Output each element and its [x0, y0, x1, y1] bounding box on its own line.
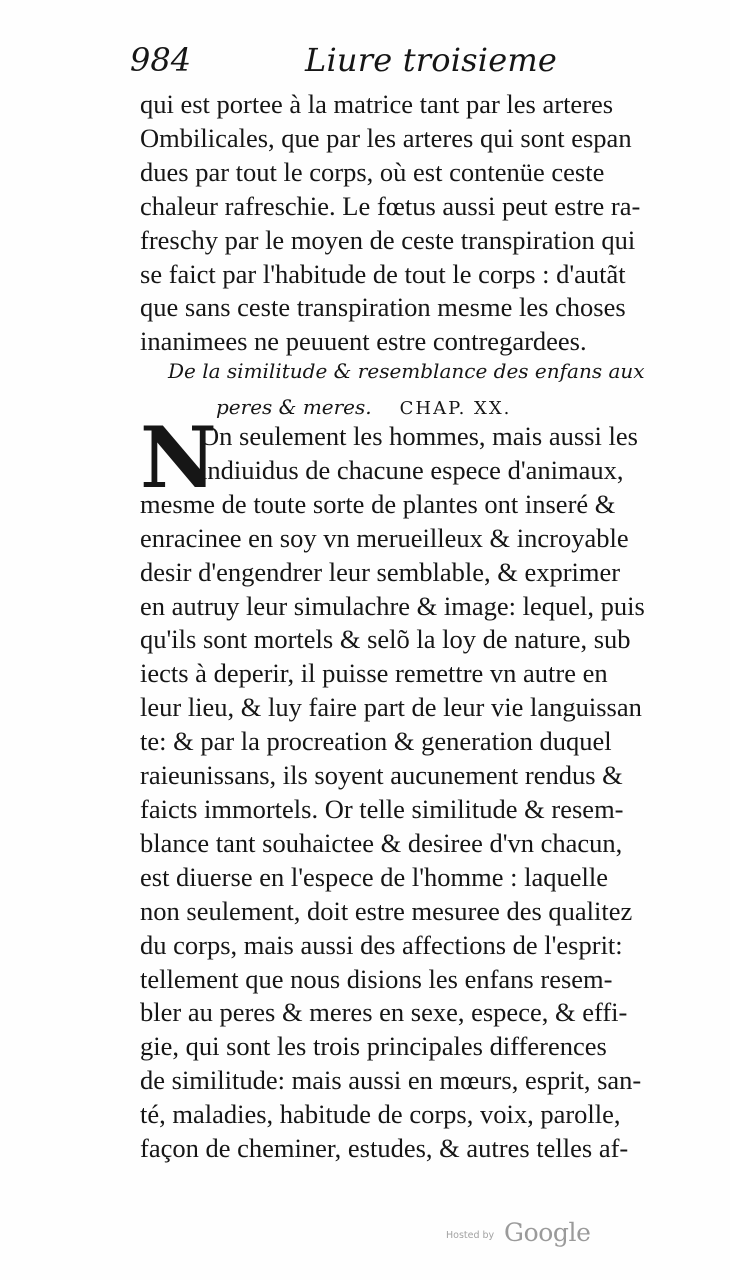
text-line: te: & par la procreation & generation duquel	[140, 726, 612, 757]
google-logo: Google	[504, 1218, 591, 1247]
text-line: que sans ceste transpiration mesme les choses	[140, 292, 626, 323]
text-line: est diuerse en l'espece de l'homme : laquelle	[140, 861, 608, 892]
text-line: indiuidus de chacune espece d'animaux,	[200, 454, 624, 485]
text-line: On seulement les hommes, mais aussi les	[200, 421, 638, 451]
text-line: qui est portee à la matrice tant par les arteres	[140, 89, 614, 119]
chapter-title-continuation: peres & meres.	[216, 395, 372, 419]
text-line: dues par tout le corps, où est contenüe ceste	[140, 156, 605, 187]
hosted-by-label: Hosted by	[446, 1230, 495, 1241]
paragraph-one	[140, 88, 688, 359]
text-line: iects à deperir, il puisse remettre vn autre en	[140, 658, 608, 689]
google-watermark	[446, 1218, 606, 1252]
drop-cap-initial: N	[140, 408, 217, 507]
text-line: qu'ils sont mortels & selõ la loy de nature, sub	[140, 624, 631, 655]
chapter-heading	[168, 353, 696, 427]
running-title: Liure troisieme	[305, 41, 558, 79]
text-line: gie, qui sont les trois principales differences	[140, 1031, 607, 1062]
text-line: blance tant souhaictee & desiree d'vn chacun,	[140, 827, 623, 858]
text-line: té, maladies, habitude de corps, voix, parolle,	[140, 1099, 621, 1130]
text-line: de similitude: mais aussi en mœurs, esprit, san-	[140, 1065, 642, 1096]
text-line: façon de cheminer, estudes, & autres telles af-	[140, 1133, 629, 1164]
text-line: chaleur rafreschie. Le fœtus aussi peut estre ra-	[140, 190, 641, 221]
chapter-label: CHAP. XX.	[399, 398, 512, 419]
chapter-title-line-1: De la similitude & resemblance des enfans aux	[168, 359, 645, 383]
text-line: se faict par l'habitude de tout le corps : d'autãt	[140, 258, 626, 289]
text-line: du corps, mais aussi des affections de l'esprit:	[140, 929, 623, 960]
text-line: leur lieu, & luy faire part de leur vie languissan	[140, 692, 642, 723]
text-line: Ombilicales, que par les arteres qui sont espan	[140, 122, 632, 153]
page-header	[130, 38, 690, 90]
text-line: freschy par le moyen de ceste transpiration qui	[140, 224, 636, 255]
text-line: faicts immortels. Or telle similitude & resem-	[140, 793, 624, 824]
text-line: inanimees ne peuuent estre contregardees.	[140, 326, 587, 357]
text-line: en autruy leur simulachre & image: lequel, puis	[140, 590, 645, 621]
text-line: desir d'engendrer leur semblable, & exprimer	[140, 556, 621, 587]
text-line: non seulement, doit estre mesuree des qualitez	[140, 895, 633, 926]
text-line: bler au peres & meres en sexe, espece, & effi-	[140, 997, 628, 1028]
page-number: 984	[130, 41, 192, 79]
text-line: raieunissans, ils soyent aucunement rendus &	[140, 760, 623, 791]
text-line: mesme de toute sorte de plantes ont inseré &	[140, 488, 616, 519]
text-line: enracinee en soy vn merueilleux & incroyable	[140, 522, 629, 553]
text-line: tellement que nous disions les enfans resem-	[140, 963, 613, 994]
